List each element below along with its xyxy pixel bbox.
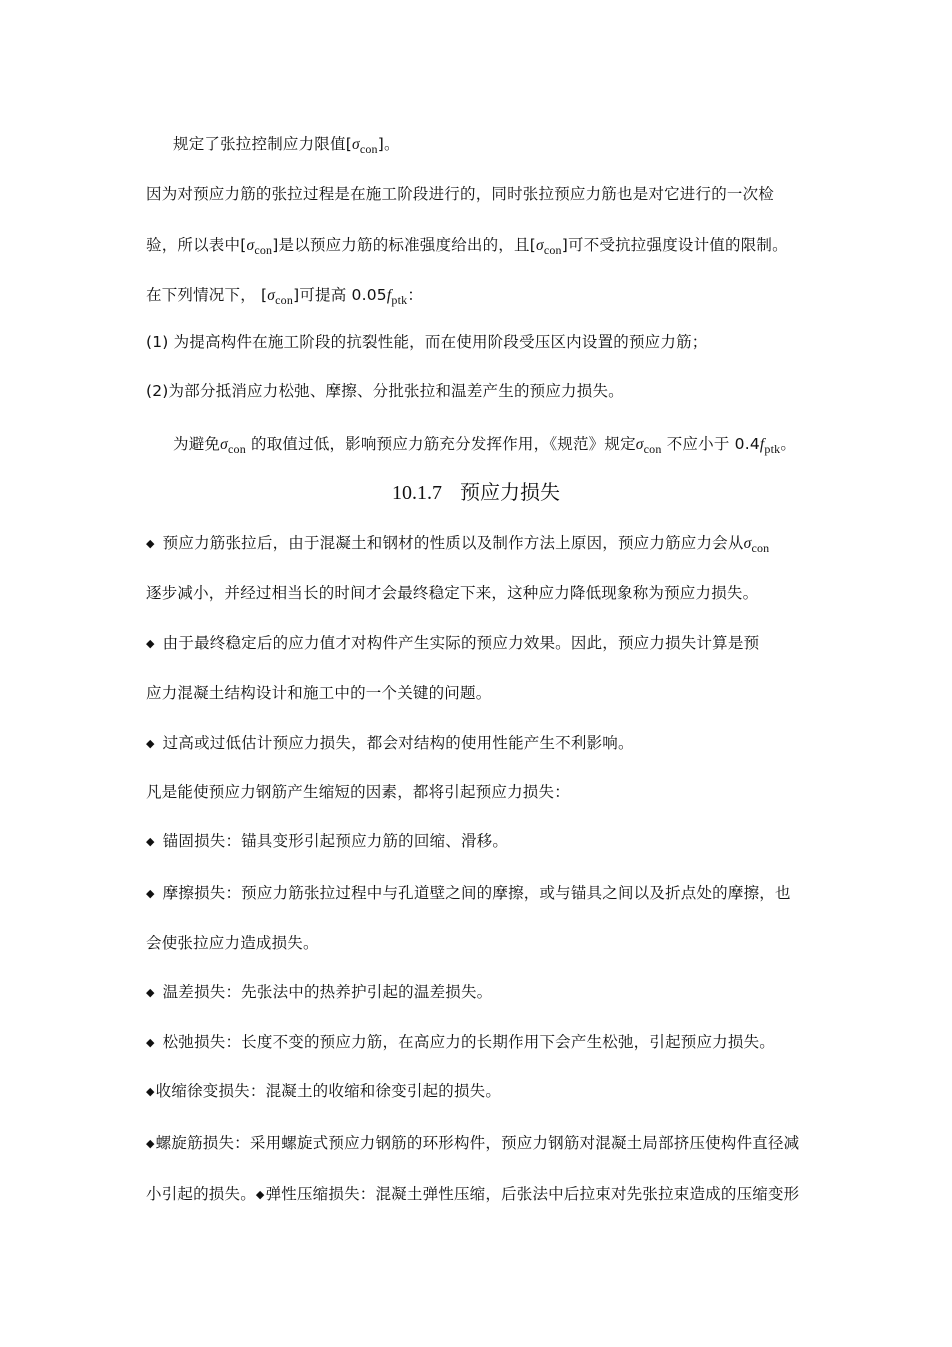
text: 过高或过低估计预应力损失，都会对结构的使用性能产生不利影响。	[162, 734, 634, 752]
bullet-line-8	[146, 1080, 816, 1103]
subscript-ptk: ptk	[391, 293, 408, 307]
section-title: 预应力损失	[460, 480, 560, 504]
paragraph-line-7	[173, 433, 843, 460]
text: 小引起的损失。	[146, 1185, 256, 1203]
text: 的取值过低，影响预应力筋充分发挥作用，《规范》规定	[245, 435, 636, 453]
paragraph-line-2	[146, 183, 816, 205]
diamond-bullet-icon: ◆	[146, 537, 155, 550]
paragraph-line-3	[146, 234, 816, 261]
sigma-symbol: σ	[267, 287, 276, 304]
text: 为避免	[173, 435, 221, 453]
text: 弹性压缩损失：混凝土弹性压缩，后张法中后拉束对先张拉束造成的压缩变形	[265, 1185, 800, 1203]
text: 松弛损失：长度不变的预应力筋，在高应力的长期作用下会产生松弛，引起预应力损失。	[162, 1033, 775, 1051]
bullet-line-3	[146, 732, 816, 755]
sigma-symbol: σ	[635, 436, 644, 453]
text: ]可提高 0.05	[293, 286, 387, 304]
bullet-line-4	[146, 830, 816, 853]
text: 逐步减小，并经过相当长的时间才会最终稳定下来，这种应力降低现象称为预应力损失。	[146, 584, 759, 602]
text: (2)为部分抵消应力松弛、摩擦、分批张拉和温差产生的预应力损失。	[146, 382, 624, 400]
paragraph-line-4	[146, 284, 816, 311]
text: 。	[780, 435, 797, 453]
text: 温差损失：先张法中的热养护引起的温差损失。	[162, 983, 493, 1001]
subscript-con: con	[543, 243, 562, 257]
diamond-bullet-icon: ◆	[146, 887, 155, 900]
sigma-symbol: σ	[743, 535, 752, 552]
diamond-bullet-icon: ◆	[146, 1036, 155, 1049]
section-number: 10.1.7	[392, 482, 442, 504]
paragraph-line-5	[146, 331, 816, 353]
paragraph-line-13	[146, 781, 816, 803]
subscript-con: con	[359, 142, 378, 156]
diamond-bullet-icon: ◆	[146, 637, 155, 650]
diamond-bullet-icon: ◆	[255, 1188, 265, 1201]
diamond-bullet-icon: ◆	[146, 1085, 155, 1098]
text: ：	[407, 286, 424, 304]
text: 应力混凝土结构设计和施工中的一个关键的问题。	[146, 684, 492, 702]
text: 螺旋筋损失：采用螺旋式预应力钢筋的环形构件，预应力钢筋对混凝土局部挤压使构件直径减	[155, 1134, 800, 1152]
text: (1) 为提高构件在施工阶段的抗裂性能，而在使用阶段受压区内设置的预应力筋；	[146, 333, 708, 351]
text: 因为对预应力筋的张拉过程是在施工阶段进行的，同时张拉预应力筋也是对它进行的一次检	[146, 185, 775, 203]
text: 摩擦损失：预应力筋张拉过程中与孔道壁之间的摩擦，或与锚具之间以及折点处的摩擦，也	[162, 884, 791, 902]
subscript-con: con	[254, 243, 273, 257]
diamond-bullet-icon: ◆	[146, 986, 155, 999]
paragraph-line-1	[173, 133, 843, 160]
paragraph-line-9	[146, 582, 816, 604]
f-symbol: f	[759, 436, 765, 453]
bullet-line-6	[146, 981, 816, 1004]
bullet-line-5	[146, 882, 816, 905]
text: 会使张拉应力造成损失。	[146, 934, 319, 952]
text: ]。	[377, 135, 400, 153]
text: 锚固损失：锚具变形引起预应力筋的回缩、滑移。	[162, 832, 509, 850]
text: 验，所以表中[	[146, 236, 247, 254]
diamond-bullet-icon: ◆	[146, 835, 155, 848]
sigma-symbol: σ	[220, 436, 228, 453]
text: 规定了张拉控制应力限值[	[173, 135, 352, 153]
text: 凡是能使预应力钢筋产生缩短的因素，都将引起预应力损失：	[146, 783, 570, 801]
section-heading	[0, 479, 952, 506]
text: 由于最终稳定后的应力值才对构件产生实际的预应力效果。因此，预应力损失计算是预	[162, 634, 760, 652]
paragraph-line-16	[146, 932, 816, 954]
bullet-line-2	[146, 632, 816, 655]
text: ]是以预应力筋的标准强度给出的，且[	[272, 236, 536, 254]
text: 不应小于 0.4	[661, 435, 760, 453]
subscript-con: con	[643, 442, 662, 456]
bullet-line-1	[146, 532, 816, 559]
bullet-line-7	[146, 1031, 816, 1054]
sigma-symbol: σ	[246, 237, 255, 254]
text: 收缩徐变损失：混凝土的收缩和徐变引起的损失。	[155, 1082, 502, 1100]
subscript-con: con	[751, 541, 770, 555]
text: 预应力筋张拉后，由于混凝土和钢材的性质以及制作方法上原因，预应力筋应力会从	[162, 534, 744, 552]
paragraph-line-6	[146, 380, 816, 402]
f-symbol: f	[386, 287, 392, 304]
text: 在下列情况下， [	[146, 286, 268, 304]
subscript-con: con	[275, 293, 294, 307]
subscript-ptk: ptk	[764, 442, 781, 456]
diamond-bullet-icon: ◆	[146, 1137, 155, 1150]
sigma-symbol: σ	[351, 136, 360, 153]
sigma-symbol: σ	[535, 237, 544, 254]
paragraph-line-11	[146, 682, 816, 704]
bullet-line-9	[146, 1132, 816, 1155]
paragraph-line-21	[146, 1183, 816, 1206]
text: ]可不受抗拉强度设计值的限制。	[561, 236, 788, 254]
subscript-con: con	[227, 442, 246, 456]
diamond-bullet-icon: ◆	[146, 737, 155, 750]
